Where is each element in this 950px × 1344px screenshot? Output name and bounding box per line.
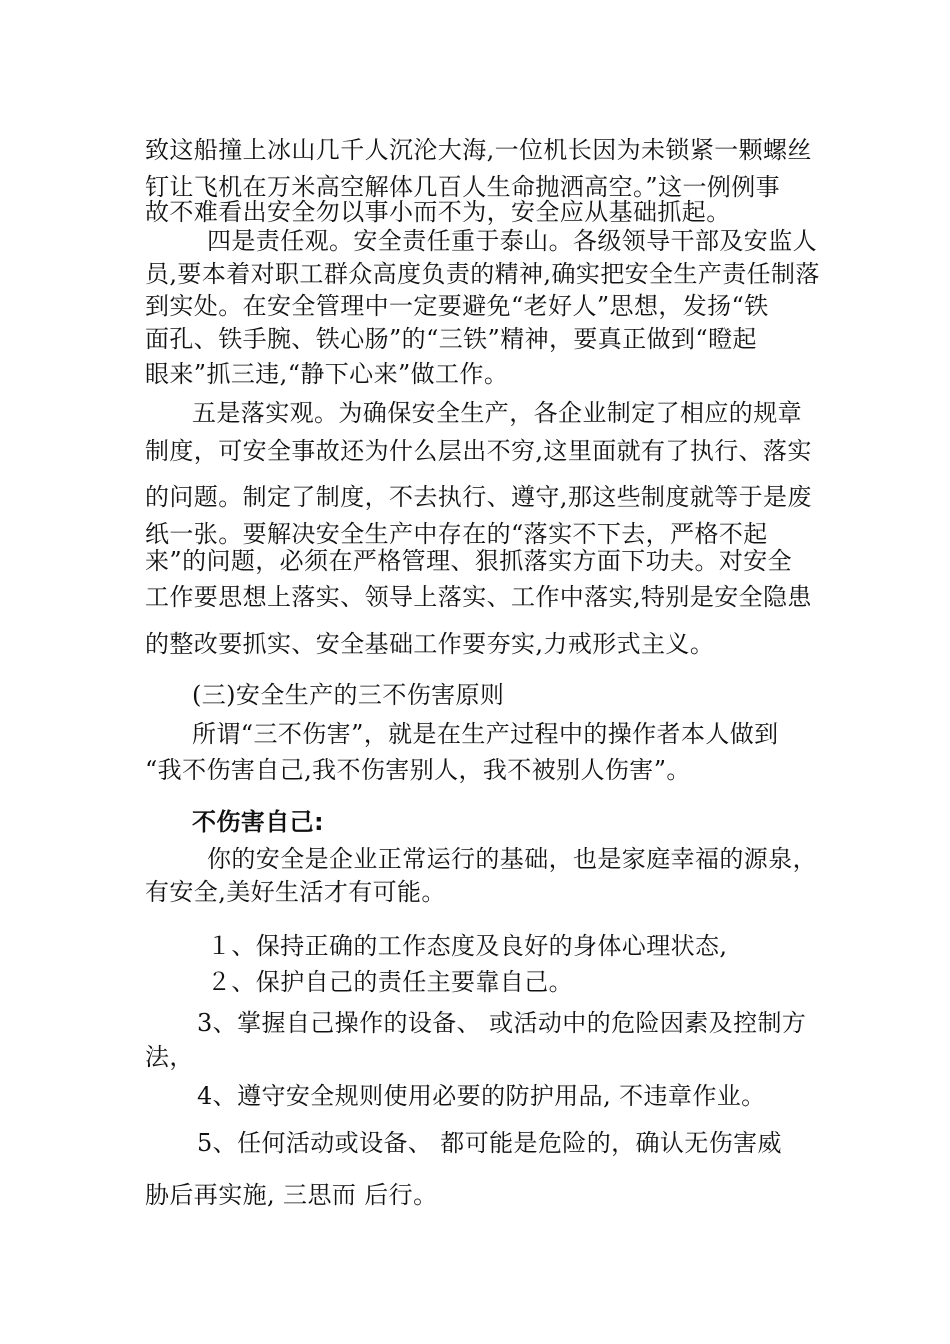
body-text-line: “我不伤害自己,我不伤害别人，我不被别人伤害”。 (145, 756, 691, 784)
body-text-line: 致这船撞上冰山几千人沉沦大海,一位机长因为未锁紧一颗螺丝 (145, 136, 812, 164)
body-text-line: 到实处。在安全管理中一定要避免“老好人”思想，发扬“铁 (145, 292, 769, 320)
body-text-line: 有安全,美好生活才有可能。 (145, 878, 446, 906)
body-text-line: 工作要思想上落实、领导上落实、工作中落实,特别是安全隐患 (145, 583, 812, 611)
body-text-line: 来”的问题，必须在严格管理、狠抓落实方面下功夫。对安全 (145, 547, 793, 575)
list-item: １、保持正确的工作态度及良好的身体心理状态, (207, 932, 728, 960)
paragraph-heading-responsibility: 四是责任观。安全责任重于泰山。各级领导干部及安监人 (207, 227, 817, 255)
body-text-line: 你的安全是企业正常运行的基础，也是家庭幸福的源泉， (207, 845, 817, 873)
subsection-heading: 不伤害自己: (192, 808, 324, 836)
body-text-line: 的整改要抓实、安全基础工作要夯实,力戒形式主义。 (145, 630, 715, 658)
body-text-line: 纸一张。要解决安全生产中存在的“落实不下去，严格不起 (145, 520, 768, 548)
list-item-continuation: 胁后再实施, 三思而 后行。 (145, 1181, 438, 1209)
list-item-continuation: 法， (145, 1043, 194, 1071)
list-item: ２、保护自己的责任主要靠自己。 (207, 968, 573, 996)
body-text-line: 钉让飞机在万米高空解体几百人生命抛洒高空。”这一例例事 (145, 173, 781, 201)
list-item: 3、掌握自己操作的设备、 或活动中的危险因素及控制方 (197, 1009, 807, 1037)
body-text-line: 眼来”抓三违,“静下心来”做工作。 (145, 360, 509, 388)
paragraph-heading-implementation: 五是落实观。为确保安全生产，各企业制定了相应的规章 (192, 399, 802, 427)
body-text-line: 面孔、铁手腕、铁心肠”的“三铁”精神，要真正做到“瞪起 (145, 325, 757, 353)
body-text-line: 故不难看出安全勿以事小而不为，安全应从基础抓起。 (145, 198, 731, 226)
body-text-line: 员,要本着对职工群众高度负责的精神,确实把安全生产责任制落 (145, 260, 820, 288)
body-text-line: 的问题。制定了制度，不去执行、遵守,那这些制度就等于是废 (145, 483, 812, 511)
section-heading: (三)安全生产的三不伤害原则 (192, 681, 505, 709)
body-text-line: 制度，可安全事故还为什么层出不穷,这里面就有了执行、落实 (145, 437, 812, 465)
list-item: 5、任何活动或设备、 都可能是危险的，确认无伤害威 (197, 1129, 782, 1157)
list-item: 4、遵守安全规则使用必要的防护用品, 不违章作业。 (197, 1082, 766, 1110)
body-text-line: 所谓“三不伤害”，就是在生产过程中的操作者本人做到 (192, 720, 779, 748)
